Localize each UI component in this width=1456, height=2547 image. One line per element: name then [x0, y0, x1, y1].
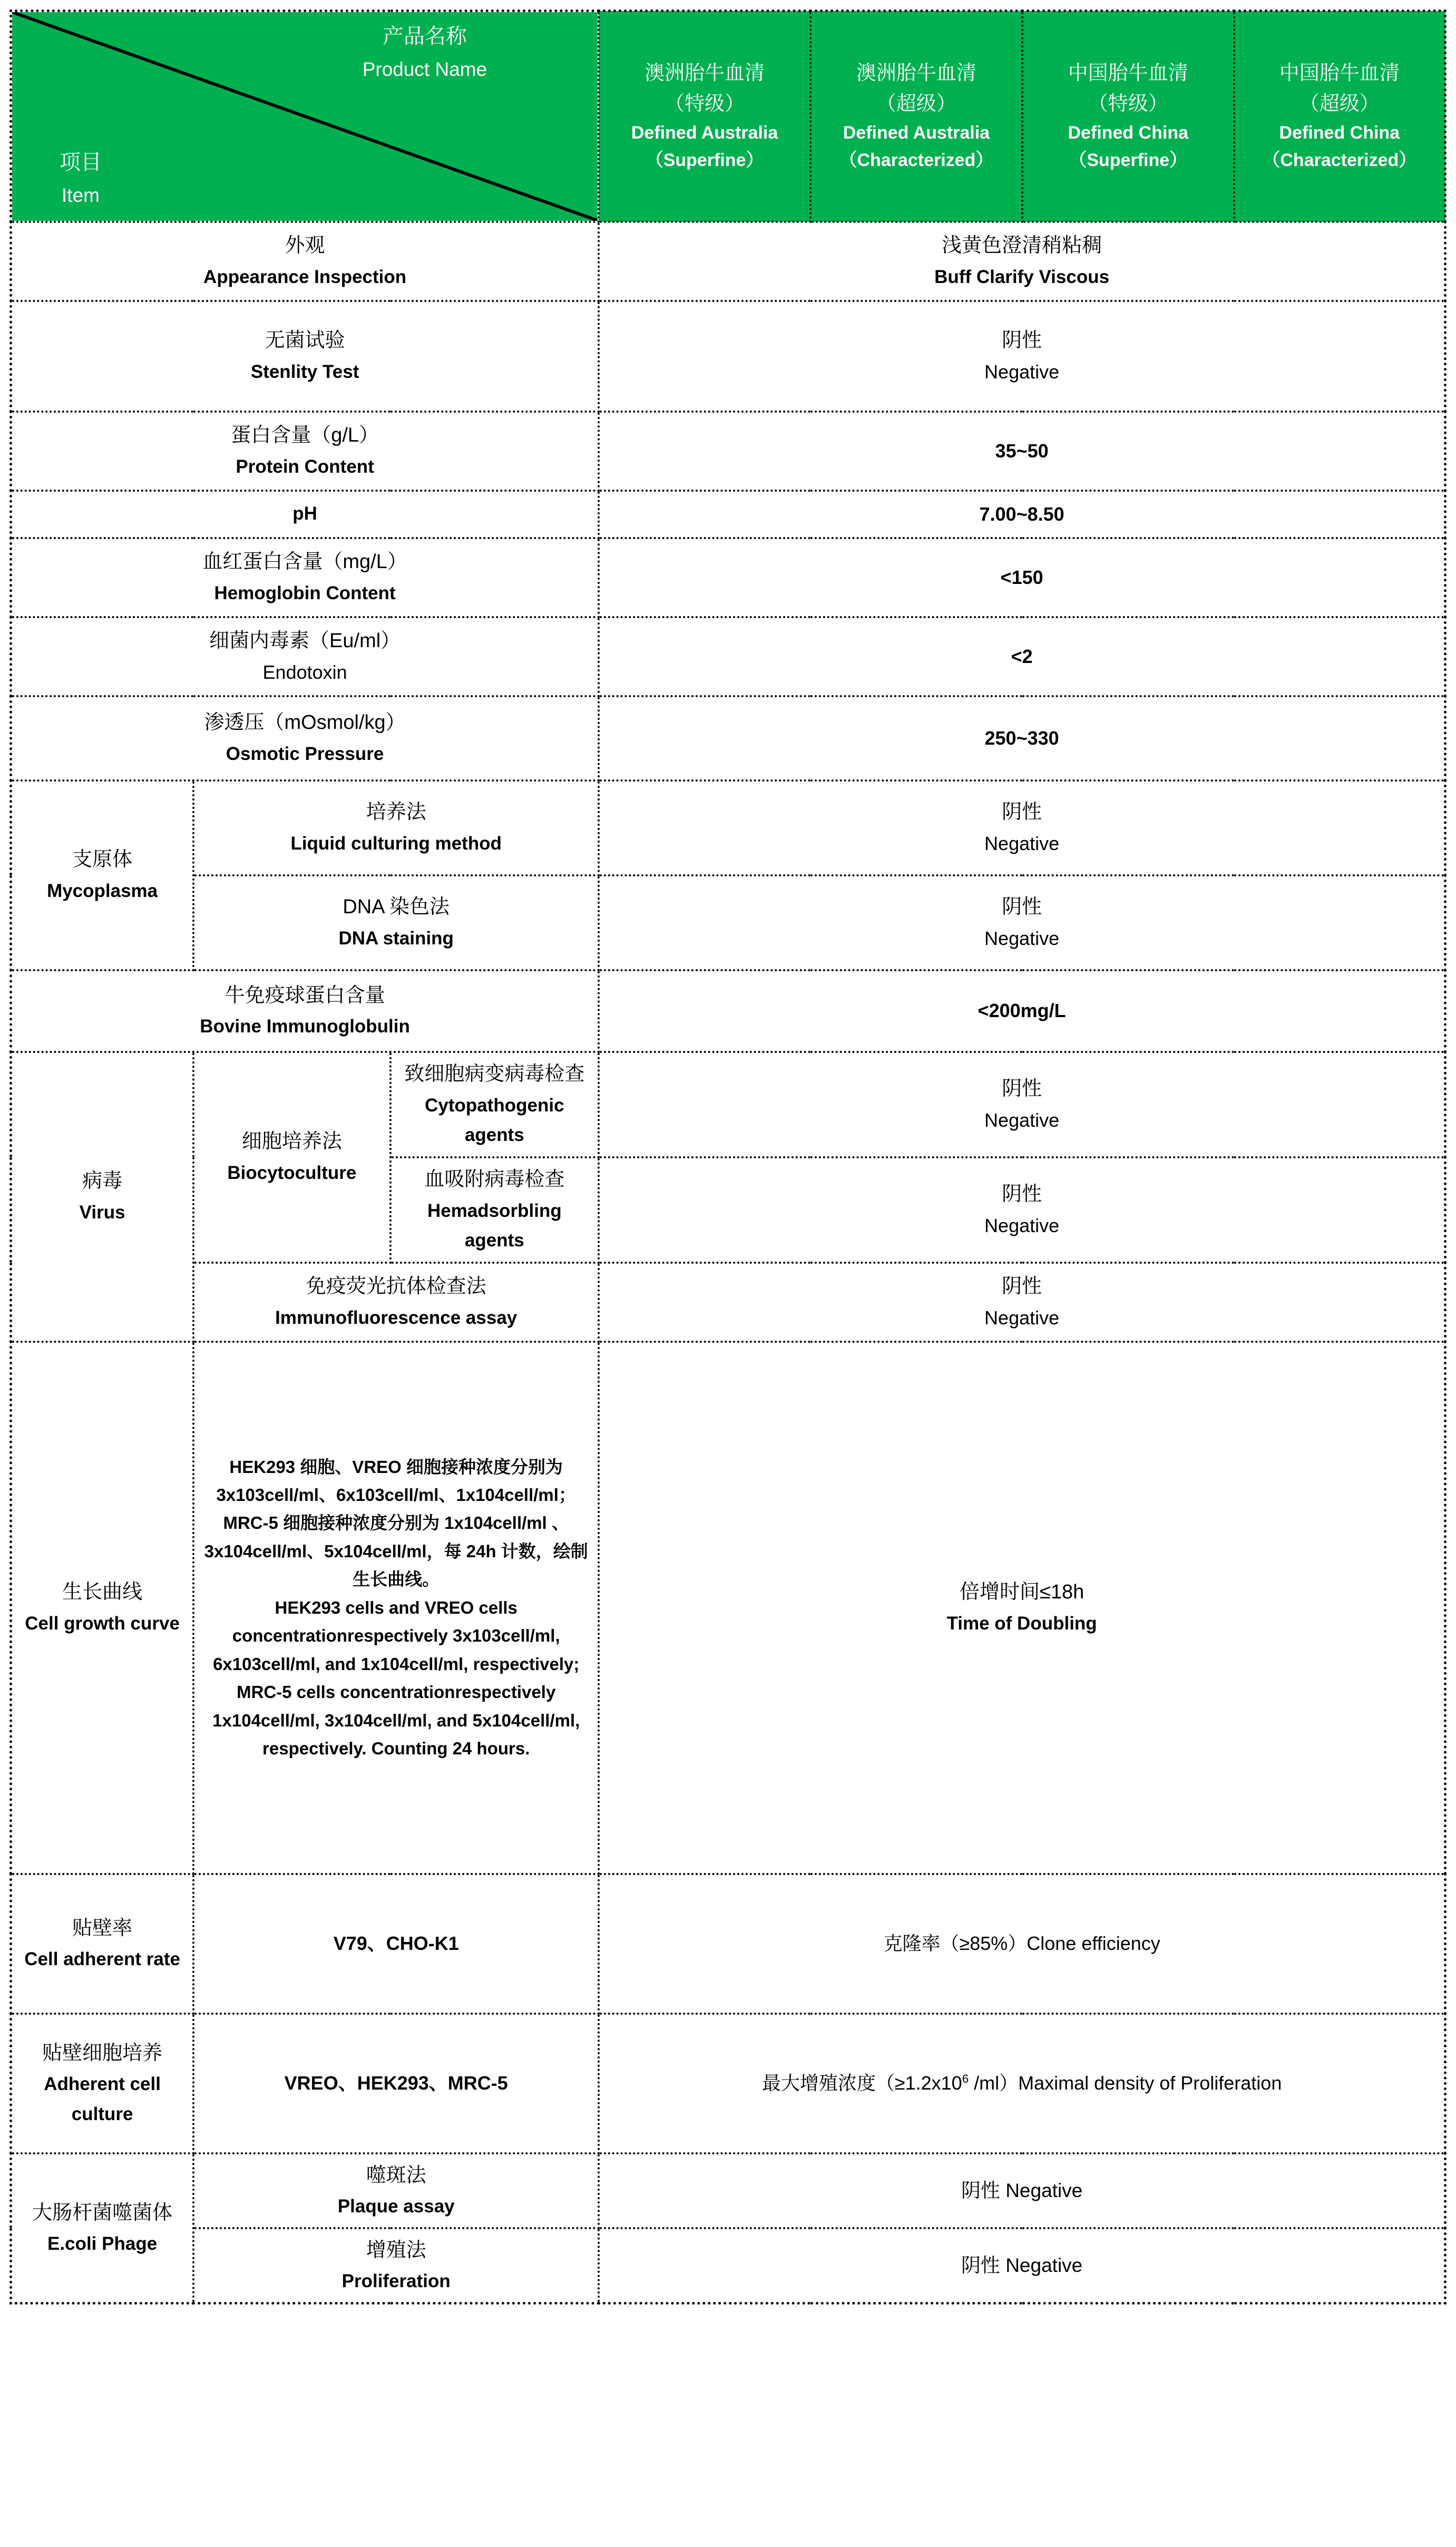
virus-sub2-en: Hemadsorbling agents — [427, 1200, 562, 1251]
ecoli-sub2-cn: 增殖法 — [366, 2239, 426, 2261]
header-item-label — [60, 145, 102, 211]
growth-value-cn: 倍增时间≤18h — [959, 1581, 1084, 1604]
adherent-rate-item-cn: 贴壁率 — [72, 1917, 133, 1939]
header-corner-cell — [11, 11, 599, 222]
virus-method-cn: 细胞培养法 — [241, 1130, 342, 1153]
row-label-mycoplasma-culture — [193, 780, 599, 875]
col1-en: Defined Australia — [631, 122, 778, 143]
adherent-rate-value: 克隆率（≥85%）Clone efficiency — [883, 1933, 1160, 1955]
ecoli-sub2-en: Proliferation — [341, 2271, 451, 2292]
spec-table-page — [0, 9, 1456, 2547]
ecoli-group-cn: 大肠杆菌噬菌体 — [32, 2201, 173, 2224]
growth-value-en: Time of Doubling — [946, 1613, 1097, 1634]
mycoplasma-sub2-cn: DNA 染色法 — [343, 896, 450, 919]
mycoplasma-sub1-en: Liquid culturing method — [290, 833, 502, 854]
adherent-culture-value-suffix: /ml）Maximal density of Proliferation — [969, 2072, 1282, 2094]
table-row-protein — [11, 412, 1445, 491]
osmotic-item-en: Osmotic Pressure — [226, 743, 384, 764]
row-value-mycoplasma-dna — [599, 875, 1445, 970]
table-row-appearance — [11, 222, 1445, 301]
row-value-ecoli-proliferation — [599, 2228, 1445, 2304]
immunoglobulin-item-en: Bovine Immunoglobulin — [200, 1016, 410, 1037]
header-column-australia-superfine — [599, 11, 810, 222]
row-value-sterility — [599, 301, 1445, 412]
adherent-culture-item-cn: 贴壁细胞培养 — [42, 2042, 163, 2064]
mycoplasma-group-cn: 支原体 — [72, 848, 133, 871]
row-value-virus-immunofluorescence — [599, 1263, 1445, 1342]
table-row-ph — [11, 491, 1445, 538]
appearance-item-en: Appearance Inspection — [203, 266, 407, 287]
table-row-adherent-culture — [11, 2014, 1445, 2153]
virus-group-cn: 病毒 — [82, 1170, 123, 1193]
ph-value: 7.00~8.50 — [979, 503, 1064, 525]
adherent-rate-method-value: V79、CHO-K1 — [333, 1933, 459, 1955]
osmotic-value: 250~330 — [984, 727, 1059, 749]
table-row-ecoli-plaque — [11, 2153, 1445, 2228]
growth-item-en: Cell growth curve — [25, 1613, 180, 1634]
mycoplasma-sub2-value-en: Negative — [984, 928, 1060, 950]
row-label-osmotic-pressure — [11, 696, 599, 780]
virus-method-biocytoculture — [193, 1052, 390, 1263]
appearance-value-cn: 浅黄色澄清稍粘稠 — [942, 235, 1102, 257]
col2-en-grade: （Characterized） — [839, 150, 994, 170]
endotoxin-value: <2 — [1011, 645, 1033, 667]
table-row-virus-cytopathogenic — [11, 1052, 1445, 1157]
growth-method-cn: HEK293 细胞、VREO 细胞接种浓度分别为 3x103cell/ml、6x103cell/ml、1x104cell/ml；MRC-5 细胞接种浓度分别为 1x104cell/ml 、3x104cell/ml、5x104cell/ml，每 24h 计数，绘制生长曲线。 — [204, 1457, 588, 1589]
virus-sub1-value-en: Negative — [984, 1109, 1060, 1131]
mycoplasma-sub1-value-en: Negative — [984, 833, 1060, 855]
header-column-china-characterized — [1234, 11, 1445, 222]
endotoxin-item-cn: 细菌内毒素（Eu/ml） — [209, 629, 401, 652]
row-label-virus-immunofluorescence — [193, 1263, 599, 1342]
row-label-mycoplasma-dna — [193, 875, 599, 970]
adherent-rate-item-en: Cell adherent rate — [24, 1949, 180, 1970]
virus-sub1-cn: 致细胞病变病毒检查 — [404, 1063, 585, 1086]
adherent-culture-item-en: Adherent cell culture — [44, 2074, 161, 2124]
table-row-growth-curve — [11, 1342, 1445, 1874]
osmotic-item-cn: 渗透压（mOsmol/kg） — [204, 711, 406, 734]
row-value-appearance — [599, 222, 1445, 301]
mycoplasma-sub1-cn: 培养法 — [366, 801, 426, 824]
mycoplasma-sub2-en: DNA staining — [338, 928, 454, 949]
row-label-adherent-culture — [11, 2014, 194, 2153]
sterility-value-en: Negative — [984, 361, 1060, 383]
header-column-australia-characterized — [810, 11, 1022, 222]
row-label-virus-hemadsorbling — [390, 1157, 599, 1263]
protein-item-cn: 蛋白含量（g/L） — [231, 424, 379, 447]
table-row-immunoglobulin — [11, 970, 1445, 1052]
table-row-virus-immunofluorescence — [11, 1263, 1445, 1342]
row-value-adherent-culture — [599, 2014, 1445, 2153]
ph-item: pH — [292, 503, 317, 524]
endotoxin-item-en: Endotoxin — [262, 661, 347, 684]
row-label-ecoli-plaque — [193, 2153, 599, 2228]
virus-sub2-cn: 血吸附病毒检查 — [424, 1168, 565, 1191]
row-value-adherent-rate — [599, 1874, 1445, 2014]
growth-method-en: HEK293 cells and VREO cells concentrationrespectively 3x103cell/ml, 6x103cell/ml, and 1x104cell/ml, respectively; MRC-5 cells concentrationrespectively 1x104cell/ml, 3x104cell/ml, and 5x104cell/ml, respectively. Counting 24 hours. — [212, 1597, 580, 1759]
virus-sub1-value-cn: 阴性 — [1002, 1077, 1042, 1100]
row-value-protein — [599, 412, 1445, 491]
row-value-mycoplasma-culture — [599, 780, 1445, 875]
col4-en: Defined China — [1279, 122, 1400, 143]
row-value-growth-curve — [599, 1342, 1445, 1874]
row-label-appearance — [11, 222, 599, 301]
row-label-sterility — [11, 301, 599, 412]
row-label-protein — [11, 412, 599, 491]
col3-en: Defined China — [1068, 122, 1189, 143]
appearance-item-cn: 外观 — [285, 235, 325, 257]
growth-item-cn: 生长曲线 — [62, 1581, 143, 1604]
row-label-immunoglobulin — [11, 970, 599, 1052]
col2-en: Defined Australia — [843, 122, 990, 143]
table-row-endotoxin — [11, 617, 1445, 696]
header-product-name-label — [363, 19, 487, 85]
group-label-ecoli-phage — [11, 2153, 194, 2304]
row-label-virus-cytopathogenic — [390, 1052, 599, 1157]
adherent-culture-value-prefix: 最大增殖浓度（≥1.2x10 — [761, 2072, 962, 2094]
ecoli-sub1-en: Plaque assay — [337, 2196, 455, 2217]
item-cn: 项目 — [60, 150, 102, 174]
virus-group-en: Virus — [79, 1202, 125, 1223]
product-specification-table — [9, 9, 1447, 2305]
hemoglobin-value: <150 — [1000, 566, 1043, 588]
row-value-endotoxin — [599, 617, 1445, 696]
immunoglobulin-value: <200mg/L — [978, 1000, 1066, 1022]
row-label-hemoglobin — [11, 538, 599, 617]
col2-cn-grade: （超级） — [876, 93, 956, 115]
col3-cn: 中国胎牛血清 — [1068, 62, 1188, 85]
product-name-en: Product Name — [362, 58, 487, 80]
row-value-virus-cytopathogenic — [599, 1052, 1445, 1157]
growth-curve-method-cell — [193, 1342, 599, 1874]
row-label-endotoxin — [11, 617, 599, 696]
virus-sub3-en: Immunofluorescence assay — [275, 1307, 517, 1328]
mycoplasma-sub1-value-cn: 阴性 — [1002, 801, 1042, 823]
ecoli-sub2-value: 阴性 Negative — [961, 2255, 1083, 2277]
appearance-value-en: Buff Clarify Viscous — [934, 266, 1110, 287]
col1-cn-grade: （特级） — [665, 93, 745, 115]
item-en: Item — [62, 184, 100, 206]
col2-cn: 澳洲胎牛血清 — [856, 62, 976, 85]
virus-sub2-value-en: Negative — [984, 1215, 1060, 1237]
col1-cn: 澳洲胎牛血清 — [644, 62, 765, 85]
row-label-growth-curve — [11, 1342, 194, 1874]
col3-en-grade: （Superfine） — [1069, 150, 1188, 170]
table-header-row — [11, 11, 1445, 222]
mycoplasma-group-en: Mycoplasma — [47, 880, 158, 901]
sterility-value-cn: 阴性 — [1002, 329, 1042, 352]
col4-en-grade: （Characterized） — [1262, 150, 1417, 170]
hemoglobin-item-en: Hemoglobin Content — [214, 582, 396, 603]
virus-sub3-value-en: Negative — [984, 1307, 1060, 1329]
virus-sub1-en: Cytopathogenic agents — [425, 1095, 564, 1146]
virus-sub3-value-cn: 阴性 — [1002, 1275, 1042, 1297]
virus-sub2-value-cn: 阴性 — [1002, 1183, 1042, 1205]
col4-cn-grade: （超级） — [1299, 93, 1380, 115]
row-value-virus-hemadsorbling — [599, 1157, 1445, 1263]
row-value-osmotic-pressure — [599, 696, 1445, 780]
protein-value: 35~50 — [995, 440, 1049, 462]
sterility-item-en: Stenlity Test — [250, 361, 359, 382]
adherent-culture-value — [762, 2072, 1282, 2094]
ecoli-sub1-value: 阴性 Negative — [961, 2180, 1083, 2202]
col3-cn-grade: （特级） — [1088, 93, 1168, 115]
col1-en-grade: （Superfine） — [645, 150, 764, 170]
adherent-culture-value-exponent: 6 — [962, 2072, 969, 2086]
adherent-rate-method — [193, 1874, 599, 2014]
hemoglobin-item-cn: 血红蛋白含量（mg/L） — [202, 551, 407, 573]
table-row-osmotic-pressure — [11, 696, 1445, 780]
ecoli-sub1-cn: 噬斑法 — [366, 2164, 426, 2187]
virus-method-en: Biocytoculture — [227, 1162, 357, 1183]
ecoli-group-en: E.coli Phage — [47, 2233, 158, 2255]
table-row-adherent-rate — [11, 1874, 1445, 2014]
table-row-sterility — [11, 301, 1445, 412]
col4-cn: 中国胎牛血清 — [1279, 62, 1400, 85]
virus-sub3-cn: 免疫荧光抗体检查法 — [306, 1275, 486, 1298]
row-value-ph — [599, 491, 1445, 538]
row-label-ph — [11, 491, 599, 538]
immunoglobulin-item-cn: 牛免疫球蛋白含量 — [224, 984, 385, 1007]
sterility-item-cn: 无菌试验 — [265, 329, 345, 352]
table-row-hemoglobin — [11, 538, 1445, 617]
row-value-hemoglobin — [599, 538, 1445, 617]
table-row-mycoplasma-dna — [11, 875, 1445, 970]
row-label-adherent-rate — [11, 1874, 194, 2014]
row-value-immunoglobulin — [599, 970, 1445, 1052]
row-label-ecoli-proliferation — [193, 2228, 599, 2304]
protein-item-en: Protein Content — [236, 456, 374, 477]
adherent-culture-method-value: VREO、HEK293、MRC-5 — [284, 2072, 508, 2094]
adherent-culture-method — [193, 2014, 599, 2153]
group-label-virus — [11, 1052, 194, 1342]
row-value-ecoli-plaque — [599, 2153, 1445, 2228]
header-column-china-superfine — [1022, 11, 1234, 222]
mycoplasma-sub2-value-cn: 阴性 — [1002, 895, 1042, 918]
table-row-mycoplasma-culture — [11, 780, 1445, 875]
product-name-cn: 产品名称 — [382, 25, 467, 48]
table-row-ecoli-proliferation — [11, 2228, 1445, 2304]
group-label-mycoplasma — [11, 780, 194, 970]
